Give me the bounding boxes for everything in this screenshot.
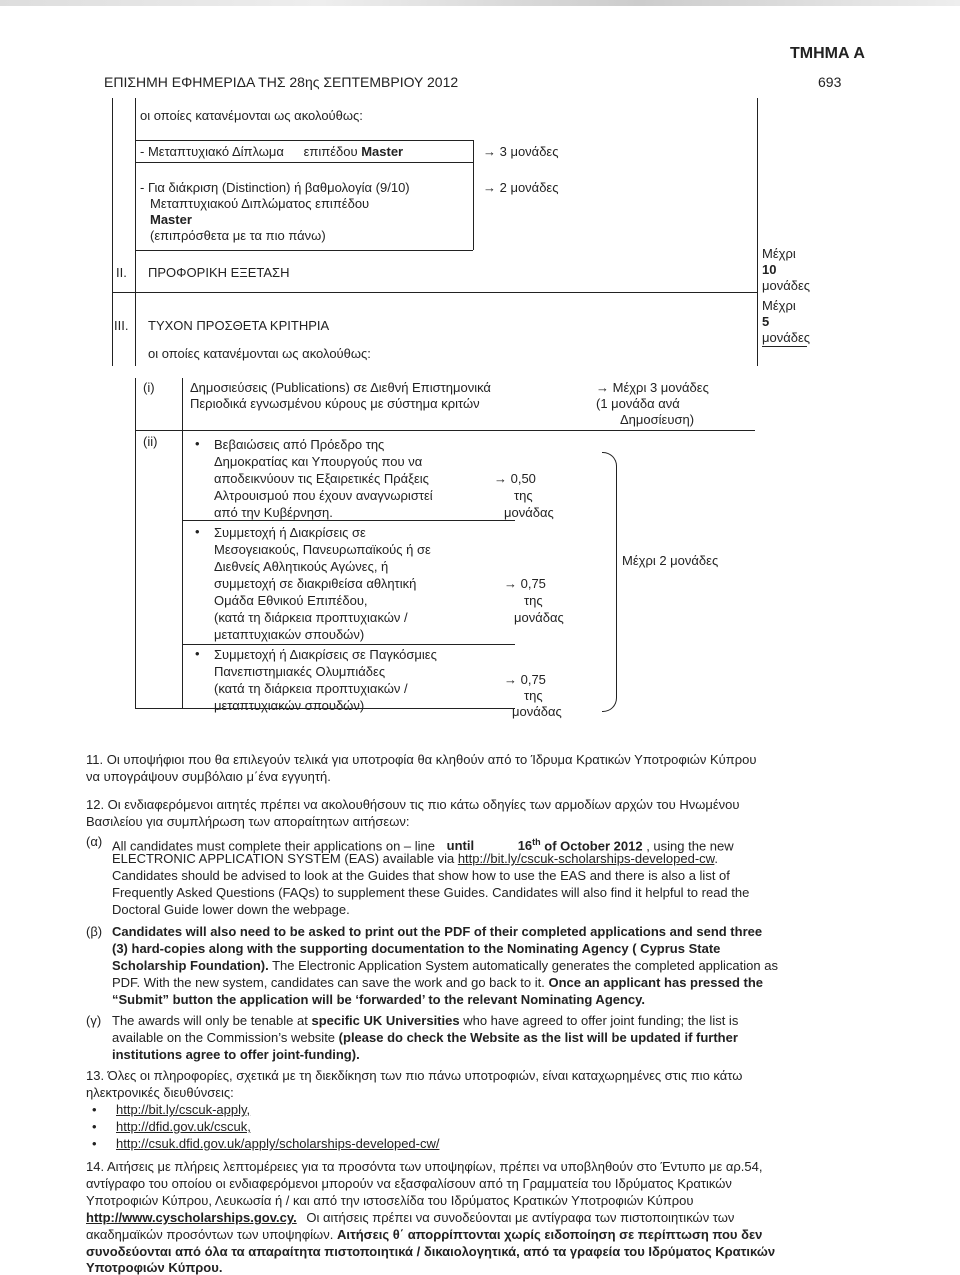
item-b-line2: (3) hard-copies along with the supporting documentation to the Nominating Agency ( Cyprus State bbox=[112, 941, 721, 956]
section-3-number: ΙΙΙ. bbox=[114, 318, 129, 333]
paragraph-12-line2: Βασιλείου για συμπλήρωση των αποραίτητων αιτήσεων: bbox=[86, 814, 410, 829]
item-i-points-2: (1 μονάδα ανά bbox=[596, 396, 680, 411]
item-g-line2: available on the Commission’s website (please do check the Website as the list will be updated if further bbox=[112, 1030, 738, 1045]
item-a-line5: Doctoral Guide lower down the webpage. bbox=[112, 902, 350, 917]
bullet-link-3-icon: • bbox=[92, 1136, 97, 1151]
section-3-max-1: Μέχρι bbox=[762, 298, 796, 313]
item-b-line4: PDF. With the new system, candidates can save the work and go back to it. Once an applicant has pressed the bbox=[112, 975, 764, 990]
paragraph-13-line1: 13. Όλες οι πληροφορίες, σχετικά με τη διεκδίκηση των πιο πάνω υποτροφιών, είναι καταχωρημένες στις πιο κάτω bbox=[86, 1068, 743, 1083]
eas-link[interactable]: http://bit.ly/cscuk-scholarships-developed-cw bbox=[457, 851, 715, 866]
section-3-max-2: 5 bbox=[762, 314, 770, 329]
cyscholarships-link[interactable]: http://www.cyscholarships.gov.cy. bbox=[86, 1210, 297, 1225]
page-number: 693 bbox=[818, 74, 842, 90]
item-g-label: (γ) bbox=[86, 1013, 102, 1028]
paragraph-14-line4: http://www.cyscholarships.gov.cy. Οι αιτήσεις πρέπει να συνοδεύονται με αντίγραφα των πιστοποιητικών των bbox=[86, 1210, 735, 1225]
paragraph-13-line2: ηλεκτρονικές διευθύνσεις: bbox=[86, 1085, 234, 1100]
item-b-line3: Scholarship Foundation). The Electronic Application System automatically generates the completed application as bbox=[112, 958, 778, 973]
paragraph-14-line1: 14. Αιτήσεις με πλήρεις λεπτομέρειες για τα προσόντα των υποψηφίων, πρέπει να υποβληθούν στο Έντυπο με αρ.54, bbox=[86, 1159, 763, 1174]
paragraph-14-line7: Υποτροφιών Κύπρου. bbox=[86, 1260, 223, 1275]
item-b-line1: Candidates will also need to be asked to print out the PDF of their completed applications and send three bbox=[112, 924, 763, 939]
item-i-points-1: → Μέχρι 3 μονάδες bbox=[596, 380, 709, 395]
item-ii-number: (ii) bbox=[143, 434, 158, 449]
item-a-line2: ELECTRONIC APPLICATION SYSTEM (EAS) available via http://bit.ly/cscuk-scholarships-developed-cw. bbox=[112, 851, 718, 866]
item-g-line1: The awards will only be tenable at specific UK Universities who have agreed to offer joint funding; the list is bbox=[112, 1013, 739, 1028]
bullet-3-icon: • bbox=[195, 646, 200, 661]
item-i-line1: Δημοσιεύσεις (Publications) σε Διεθνή Επιστημονικά bbox=[190, 380, 491, 395]
bullet-2-points: → 0,75 της μονάδας bbox=[504, 576, 564, 625]
bullet-1-icon: • bbox=[195, 436, 200, 451]
item-b-label: (β) bbox=[86, 924, 103, 939]
paragraph-14-line5: ακαδημαϊκών προσόντων των υποψηφίων. Αιτήσεις θ΄ απορρίπτονται χωρίς ειδοποίηση σε περίπτωση που δεν bbox=[86, 1227, 763, 1242]
bullet-3-points: → 0,75 της μονάδας bbox=[504, 672, 562, 719]
paragraph-14-line6: συνοδεύονται από όλα τα απαραίτητα πιστοποιητικά / δικαιολογητικά, από τα γραφεία του Ιδρύματος Κρατικών bbox=[86, 1244, 776, 1259]
section-3-title: ΤΥΧΟΝ ΠΡΟΣΘΕΤΑ ΚΡΙΤΗΡΙΑ bbox=[148, 318, 330, 333]
paragraph-14-line2: αντίγραφο του οποίου οι ενδιαφερόμενοι μπορούν να εξασφαλίσουν από τη Γραμματεία του Ιδρύματος Κρατικών bbox=[86, 1176, 732, 1191]
section-2-title: ΠΡΟΦΟΡΙΚΗ ΕΞΕΤΑΣΗ bbox=[148, 265, 290, 280]
paragraph-14-line3: Υποτροφιών Κύπρου, Λευκωσία ή / και από την ιστοσελίδα του Ιδρύματος Κρατικών Υποτροφιών Κύπρου bbox=[86, 1193, 694, 1208]
item-b-line5: “Submit” button the application will be ‘forwarded’ to the relevant Nominating Agency. bbox=[112, 992, 646, 1007]
distinction-line1: - Για διάκριση (Distinction) ή βαθμολογία (9/10) bbox=[140, 180, 410, 195]
section-label: ΤΜΗΜΑ Α bbox=[790, 45, 865, 62]
item-a-line3: Candidates should be advised to look at the Guides that show how to use the EAS and there is also a list of bbox=[112, 868, 730, 883]
distinction-line2: Μεταπτυχιακού Διπλώματος επιπέδου bbox=[150, 196, 370, 211]
section-3-max-3: μονάδες bbox=[762, 330, 811, 345]
link-dfid-cscuk[interactable]: http://dfid.gov.uk/cscuk, bbox=[116, 1119, 251, 1134]
section-2-number: ΙΙ. bbox=[116, 265, 127, 280]
bullet-1-text: Βεβαιώσεις από Πρόεδρο της Δημοκρατίας και Υπουργούς που να αποδεικνύουν τις Εξαιρετικές Πράξεις Αλτρουισμού που έχουν αναγνωριστεί από την Κυβέρνηση. bbox=[214, 437, 433, 520]
gazette-title: ΕΠΙΣΗΜΗ ΕΦΗΜΕΡΙΔΑ ΤΗΣ 28ης ΣΕΠΤΕΜΒΡΙΟΥ 2012 bbox=[104, 74, 459, 90]
bullet-2-icon: • bbox=[195, 524, 200, 539]
paragraph-11-line1: 11. Οι υποψήφιοι που θα επιλεγούν τελικά για υποτροφία θα κληθούν από το Ίδρυμα Κρατικών Υποτροφιών Κύπρου bbox=[86, 752, 757, 767]
paragraph-11-line2: να υπογράψουν συμβόλαιο μ΄ένα εγγυητή. bbox=[86, 769, 331, 784]
distinction-line3: Master bbox=[150, 212, 192, 227]
master-label: - Μεταπτυχιακό Δίπλωμα επιπέδου Master bbox=[140, 144, 404, 159]
intro-text: οι οποίες κατανέμονται ως ακολούθως: bbox=[140, 108, 363, 123]
section-2-max-3: μονάδες bbox=[762, 278, 811, 293]
bullet-1-points: → 0,50 της μονάδας bbox=[494, 471, 554, 520]
bullet-3-text: Συμμετοχή ή Διακρίσεις σε Παγκόσμιες Πανεπιστημιακές Ολυμπιάδες (κατά τη διάρκεια προπτυχιακών / μεταπτυχιακών σπουδών) bbox=[214, 647, 437, 713]
distinction-line4: (επιπρόσθετα με τα πιο πάνω) bbox=[150, 228, 326, 243]
bullet-2-text: Συμμετοχή ή Διακρίσεις σε Μεσογειακούς, Πανευρωπαϊκούς ή σε Διεθνείς Αθλητικούς Αγώνες, ή συμμετοχή σε διακριθείσα αθλητική Ομάδα Εθνικού Επιπέδου, (κατά τη διάρκεια προπτυχιακών / μεταπτυχιακών σπουδών) bbox=[214, 525, 431, 642]
distinction-points: → 2 μονάδες bbox=[483, 180, 559, 195]
item-i-points-3: Δημοσίευση) bbox=[620, 412, 695, 427]
item-ii-max: Μέχρι 2 μονάδες bbox=[622, 553, 719, 568]
paragraph-12-line1: 12. Οι ενδιαφερόμενοι αιτητές πρέπει να ακολουθήσουν τις πιο κάτω οδηγίες των αρμοδίων αρχών του Ηνωμένου bbox=[86, 797, 740, 812]
section-3-intro: οι οποίες κατανέμονται ως ακολούθως: bbox=[148, 346, 371, 361]
item-a-label: (α) bbox=[86, 834, 103, 849]
item-g-line3: institutions agree to offer joint-funding). bbox=[112, 1047, 360, 1062]
item-a-line1: All candidates must complete their applications on – line until 16th of October 2012 , using the new bbox=[112, 837, 734, 854]
section-2-max-1: Μέχρι bbox=[762, 246, 796, 261]
master-points: → 3 μονάδες bbox=[483, 144, 559, 159]
bullet-link-1-icon: • bbox=[92, 1102, 97, 1117]
item-a-line4: Frequently Asked Questions (FAQs) to supplement these Guides. Candidates will also find it helpful to read the bbox=[112, 885, 750, 900]
section-2-max-2: 10 bbox=[762, 262, 777, 277]
scan-top-edge bbox=[0, 0, 960, 6]
item-i-number: (i) bbox=[143, 380, 155, 395]
item-i-line2: Περιοδικά εγνωσμένου κύρους με σύστημα κριτών bbox=[190, 396, 480, 411]
bullet-link-2-icon: • bbox=[92, 1119, 97, 1134]
link-csuk-scholarships[interactable]: http://csuk.dfid.gov.uk/apply/scholarships-developed-cw/ bbox=[116, 1136, 440, 1151]
link-cscuk-apply[interactable]: http://bit.ly/cscuk-apply, bbox=[116, 1102, 251, 1117]
right-brace bbox=[602, 452, 617, 712]
